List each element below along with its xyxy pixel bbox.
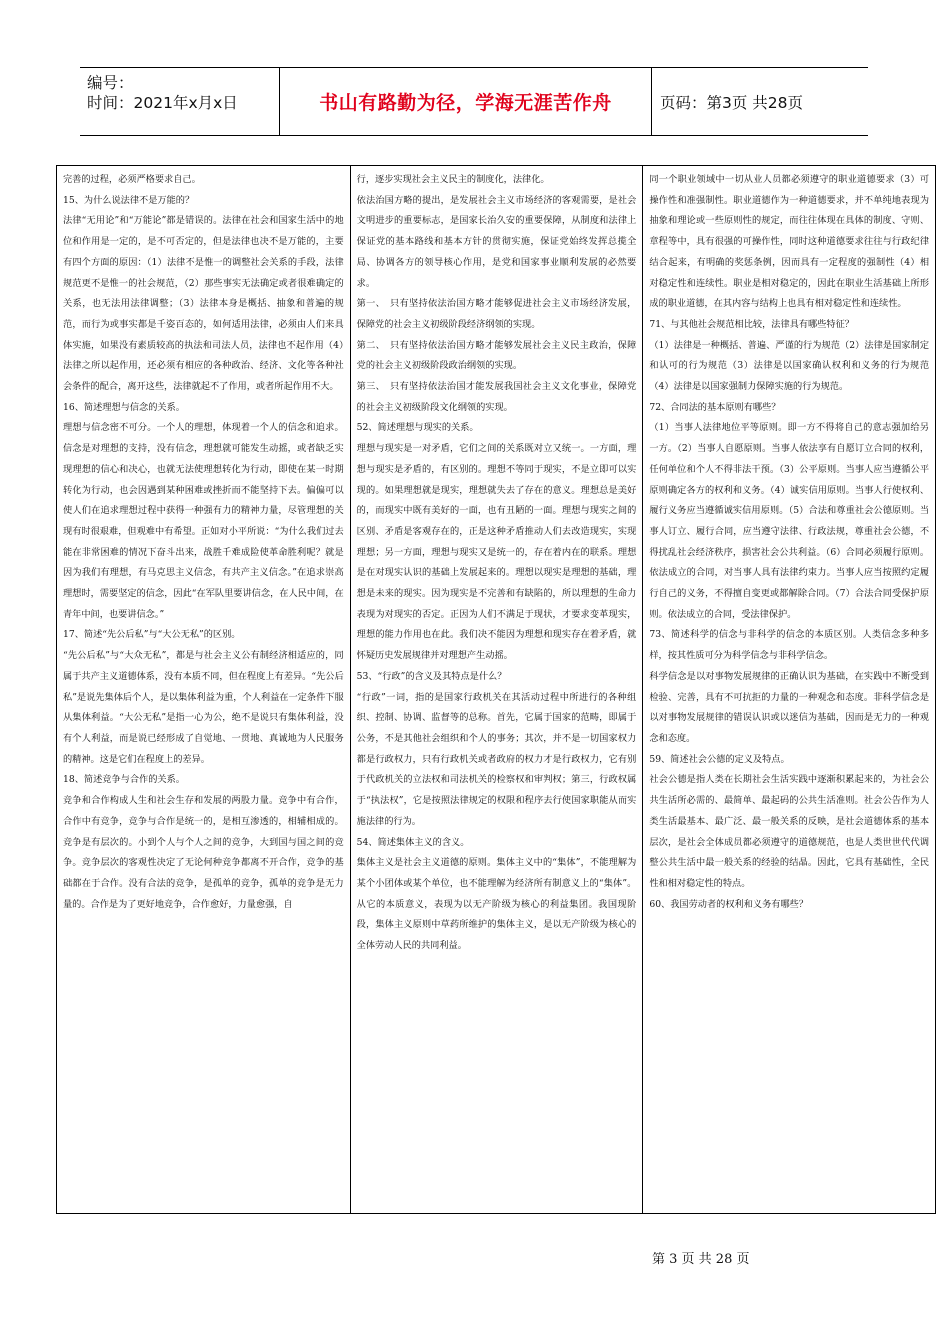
text-column-2	[350, 166, 643, 1213]
header-page-label: 页码：第3页 共28页	[660, 93, 804, 112]
footer-page-number: 第 3 页 共 28 页	[652, 1252, 750, 1267]
question-heading: 18、简述竞争与合作的关系。	[63, 774, 185, 786]
paragraph: （1）法律是一种概括、普遍、严谨的行为规范（2）法律是国家制定和认可的行为规范（3）法律是以国家确认权利和义务的行为规范（4）法律是以国家强制力保障实施的行为规范。	[649, 339, 930, 393]
paragraph: 完善的过程，必须严格要求自己。	[63, 174, 201, 185]
paragraph: 第三、 只有坚持依法治国才能发展我国社会主义文化事业，保障党的社会主义初级阶段文化纲领的实现。	[356, 381, 637, 413]
paragraph: “行政”一词，指的是国家行政机关在其活动过程中所进行的各种组织、控制、协调、监督等的总称。首先，它属于国家的范畴，即属于公务，不是其他社会组织和个人的事务；其次，并不是一切国家权力都是行政权力，只有行政机关或者政府的权力才是行政权力，它有别于代政机关的立法权和司法机关的检察权和审判权；第三，行政权属于“执法权”，它是按照法律规定的权限和程序去行使国家职能从而实施法律的行为。	[356, 691, 637, 827]
paragraph: 社会公德是指人类在长期社会生活实践中逐渐积累起来的，为社会公共生活所必需的、最简单、最起码的公共生活准则。社会公告作为人类生活最基本、最广泛、最一般关系的反映，是社会道德体系的基本层次，是社会全体成员都必须遵守的道德规范，也是人类世世代代调整公共生活中最一般关系的经验的结晶。因此，它具有基础性，全民性和相对稳定性的特点。	[649, 774, 930, 889]
question-heading: 54、简述集体主义的含义。	[356, 836, 470, 848]
paragraph: 理想与现实是一对矛盾，它们之间的关系既对立又统一。一方面，理想与现实是矛盾的，有区别的。理想不等同于现实，不是立即可以实现的。如果理想就是现实，理想就失去了存在的意义。理想总是美好的，而现实中既有美好的一面，也有丑陋的一面。理想与现实之间的区别、矛盾是客观存在的，正是这种矛盾推动人们去改造现实，实现理想；另一方面，理想与现实又是统一的，存在着内在的联系。理想是在对现实认识的基础上发展起来的。理想以现实是理想的基础，理想是未来的现实。因为现实是不完善和有缺陷的，所以理想的生命力表现为对现实的否定。正因为人们不满足于现状，才要求变革现实，理想的能力作用也在此。我们决不能因为理想和现实存在着矛盾，就怀疑历史发展规律并对理想产生动摇。	[356, 443, 637, 662]
question-heading: 17、简述“先公后私”与“大公无私”的区别。	[63, 629, 241, 641]
paragraph: （1）当事人法律地位平等原则。即一方不得将自己的意志强加给另一方。（2）当事人自愿原则。当事人依法享有自愿订立合同的权利，任何单位和个人不得非法干预。（3）公平原则。当事人应当遵循公平原则确定各方的权利和义务。（4）诚实信用原则。当事人行使权利、履行义务应当遵循诚实信用原则。（5）合法和尊重社会公德原则。当事人订立、履行合同，应当遵守法律、行政法规，尊重社会公德，不得扰乱社会经济秩序，损害社会公共利益。（6）合同必须履行原则。依法成立的合同，对当事人具有法律约束力。当事人应当按照约定履行自己的义务，不得擅自变更或都解除合同。（7）合法合同受保护原则。依法成立的合同，受法律保护。	[649, 422, 930, 620]
paragraph: 依法治国方略的提出，是发展社会主义市场经济的客观需要，是社会文明进步的重要标志，是国家长治久安的重要保障，从制度和法律上保证党的基本路线和基本方针的贯彻实施，保证党始终发挥总揽全局、协调各方的领导核心作用，是党和国家事业顺利发展的必然要求。	[356, 194, 637, 289]
question-heading: 73、简述科学的信念与非科学的信念的本质区别。人类信念多种多样，按其性质可分为科学信念与非科学信念。	[649, 629, 930, 662]
question-heading: 53、“行政”的含义及其特点是什么？	[356, 670, 507, 682]
document-date-label: 时间：2021年x月x日	[87, 94, 238, 112]
paragraph: 同一个职业领域中一切从业人员都必须遵守的职业道德要求（3）可操作性和准强制性。职业道德作为一种道德要求，并不单纯地表现为抽象和理论或一些原则性的规定，而往往体现在具体的制度、守则、章程等中，具有很强的可操作性，同时这种道德要求往往与行政纪律结合起来，有明确的奖惩条例，因而具有一定程度的强制性（4）相对稳定性和连续性。职业是相对稳定的，因此在职业生活基础上所形成的职业道德，在其内容与结构上也具有相对稳定性和连续性。	[649, 174, 930, 310]
paragraph: 第一、 只有坚持依法治国方略才能够促进社会主义市场经济发展，保障党的社会主义初级阶段经济纲领的实现。	[356, 298, 637, 330]
question-heading: 72、合同法的基本原则有哪些？	[649, 401, 781, 413]
header-motto-cell	[280, 68, 652, 135]
header-page-cell	[652, 68, 868, 135]
paragraph: 行，逐步实现社会主义民主的制度化，法律化。	[356, 174, 550, 185]
paragraph: “先公后私”与“大众无私”，都是与社会主义公有制经济相适应的，同属于共产主义道德体系，没有本质不同，但在程度上有差异。“先公后私”是说先集体后个人，是以集体利益为重，个人利益在一定条件下服从集体利益。“大公无私”是指一心为公，绝不是说只有集体利益，没有个人利益，而是说已经形成了自觉地、一贯地、真诚地为人民服务的精神。这是它们在程度上的差异。	[63, 650, 344, 765]
header-meta	[80, 68, 280, 135]
content-table	[56, 165, 936, 1214]
question-heading: 16、简述理想与信念的关系。	[63, 401, 185, 413]
question-heading: 15、为什么说法律不是万能的？	[63, 194, 195, 206]
question-heading: 60、我国劳动者的权利和义务有哪些？	[649, 898, 809, 910]
paragraph: 集体主义是社会主义道德的原则。集体主义中的“集体”，不能理解为某个小团体或某个单位，也不能理解为经济所有制意义上的“集体”。从它的本质意义，表现为以无产阶级为核心的利益集团。我国现阶段，集体主义原则中草药所维护的集体主义，是以无产阶级为核心的全体劳动人民的共同利益。	[356, 857, 637, 952]
page-footer	[652, 1248, 749, 1267]
text-column-3	[642, 166, 935, 1213]
question-heading: 59、简述社会公德的定义及特点。	[649, 753, 790, 765]
document-number-label: 编号：	[87, 74, 134, 92]
question-heading: 52、简述理想与现实的关系。	[356, 422, 479, 434]
paragraph: 理想与信念密不可分。一个人的理想，体现着一个人的信念和追求。信念是对理想的支持，没有信念，理想就可能发生动摇，或者缺乏实现理想的信心和决心，也就无法使理想转化为行动，即使在某一时期转化为行动，也会因遇到某种困难或挫折而不能坚持下去。偏偏可以使人们在追求理想过程中获得一种强有力的精神力量，尽管理想的关现有时很艰难，但观难中有希望。正如对小平所说：“为什么我们过去能在非常困难的情况下奋斗出来，战胜千难成险使革命胜利呢？就是因为我们有理想，有马克思主义信念，有共产主义信念。”在追求崇高理想时，需要坚定的信念，因此“在军队里要讲信念，在人民中间，在青年中间，也要讲信念。”	[63, 422, 344, 620]
paragraph: 科学信念是以对事物发展规律的正确认识为基础，在实践中不断受到检验、完善，具有不可抗拒的力量的一种观念和态度。非科学信念是以对事物发展规律的错误认识或以迷信为基础，因而是无力的一种观念和态度。	[649, 670, 930, 744]
paragraph: 竞争和合作构成人生和社会生存和发展的两股力量。竞争中有合作，合作中有竞争，竞争与合作是统一的，是相互渗透的，相辅相成的。竞争是有层次的。小到个人与个人之间的竞争，大到国与国之间的竞争。竞争层次的客观性决定了无论何种竞争都离不开合作，竞争的基础都在于合作。没有合法的竞争，是孤单的竞争，孤单的竞争是无力量的。合作是为了更好地竞争，合作愈好，力量愈强，自	[63, 795, 344, 910]
header-motto: 书山有路勤为径，学海无涯苦作舟	[319, 92, 612, 114]
question-heading: 71、与其他社会规范相比较，法律具有哪些特征？	[649, 318, 854, 330]
text-column-1	[57, 166, 350, 1213]
paragraph: 法律“无用论”和“万能论”都是错误的。法律在社会和国家生活中的地位和作用是一定的，是不可否定的，但是法律也决不是万能的，主要有四个方面的原因：（1）法律不是惟一的调整社会关系的手段，法律规范更不是惟一的社会规范，（2）那些事实无法确定或者很难确定的关系，也无法用法律调整；（3）法律本身是概括、抽象和普遍的规范，而行为或事实都是千姿百态的，如何适用法律，必须由人们来具体实施，如果没有素质较高的执法和司法人员，法律也不起作用（4）法律之所以起作用，还必须有相应的各种政治、经济、文化等各种社会条件的配合，离开这些，法律就起不了作用，或者所起作用不大。	[63, 215, 344, 393]
page-header	[80, 67, 868, 136]
paragraph: 第二、 只有坚持依法治国方略才能够发展社会主义民主政治，保障党的社会主义初级阶段政治纲领的实现。	[356, 339, 637, 372]
